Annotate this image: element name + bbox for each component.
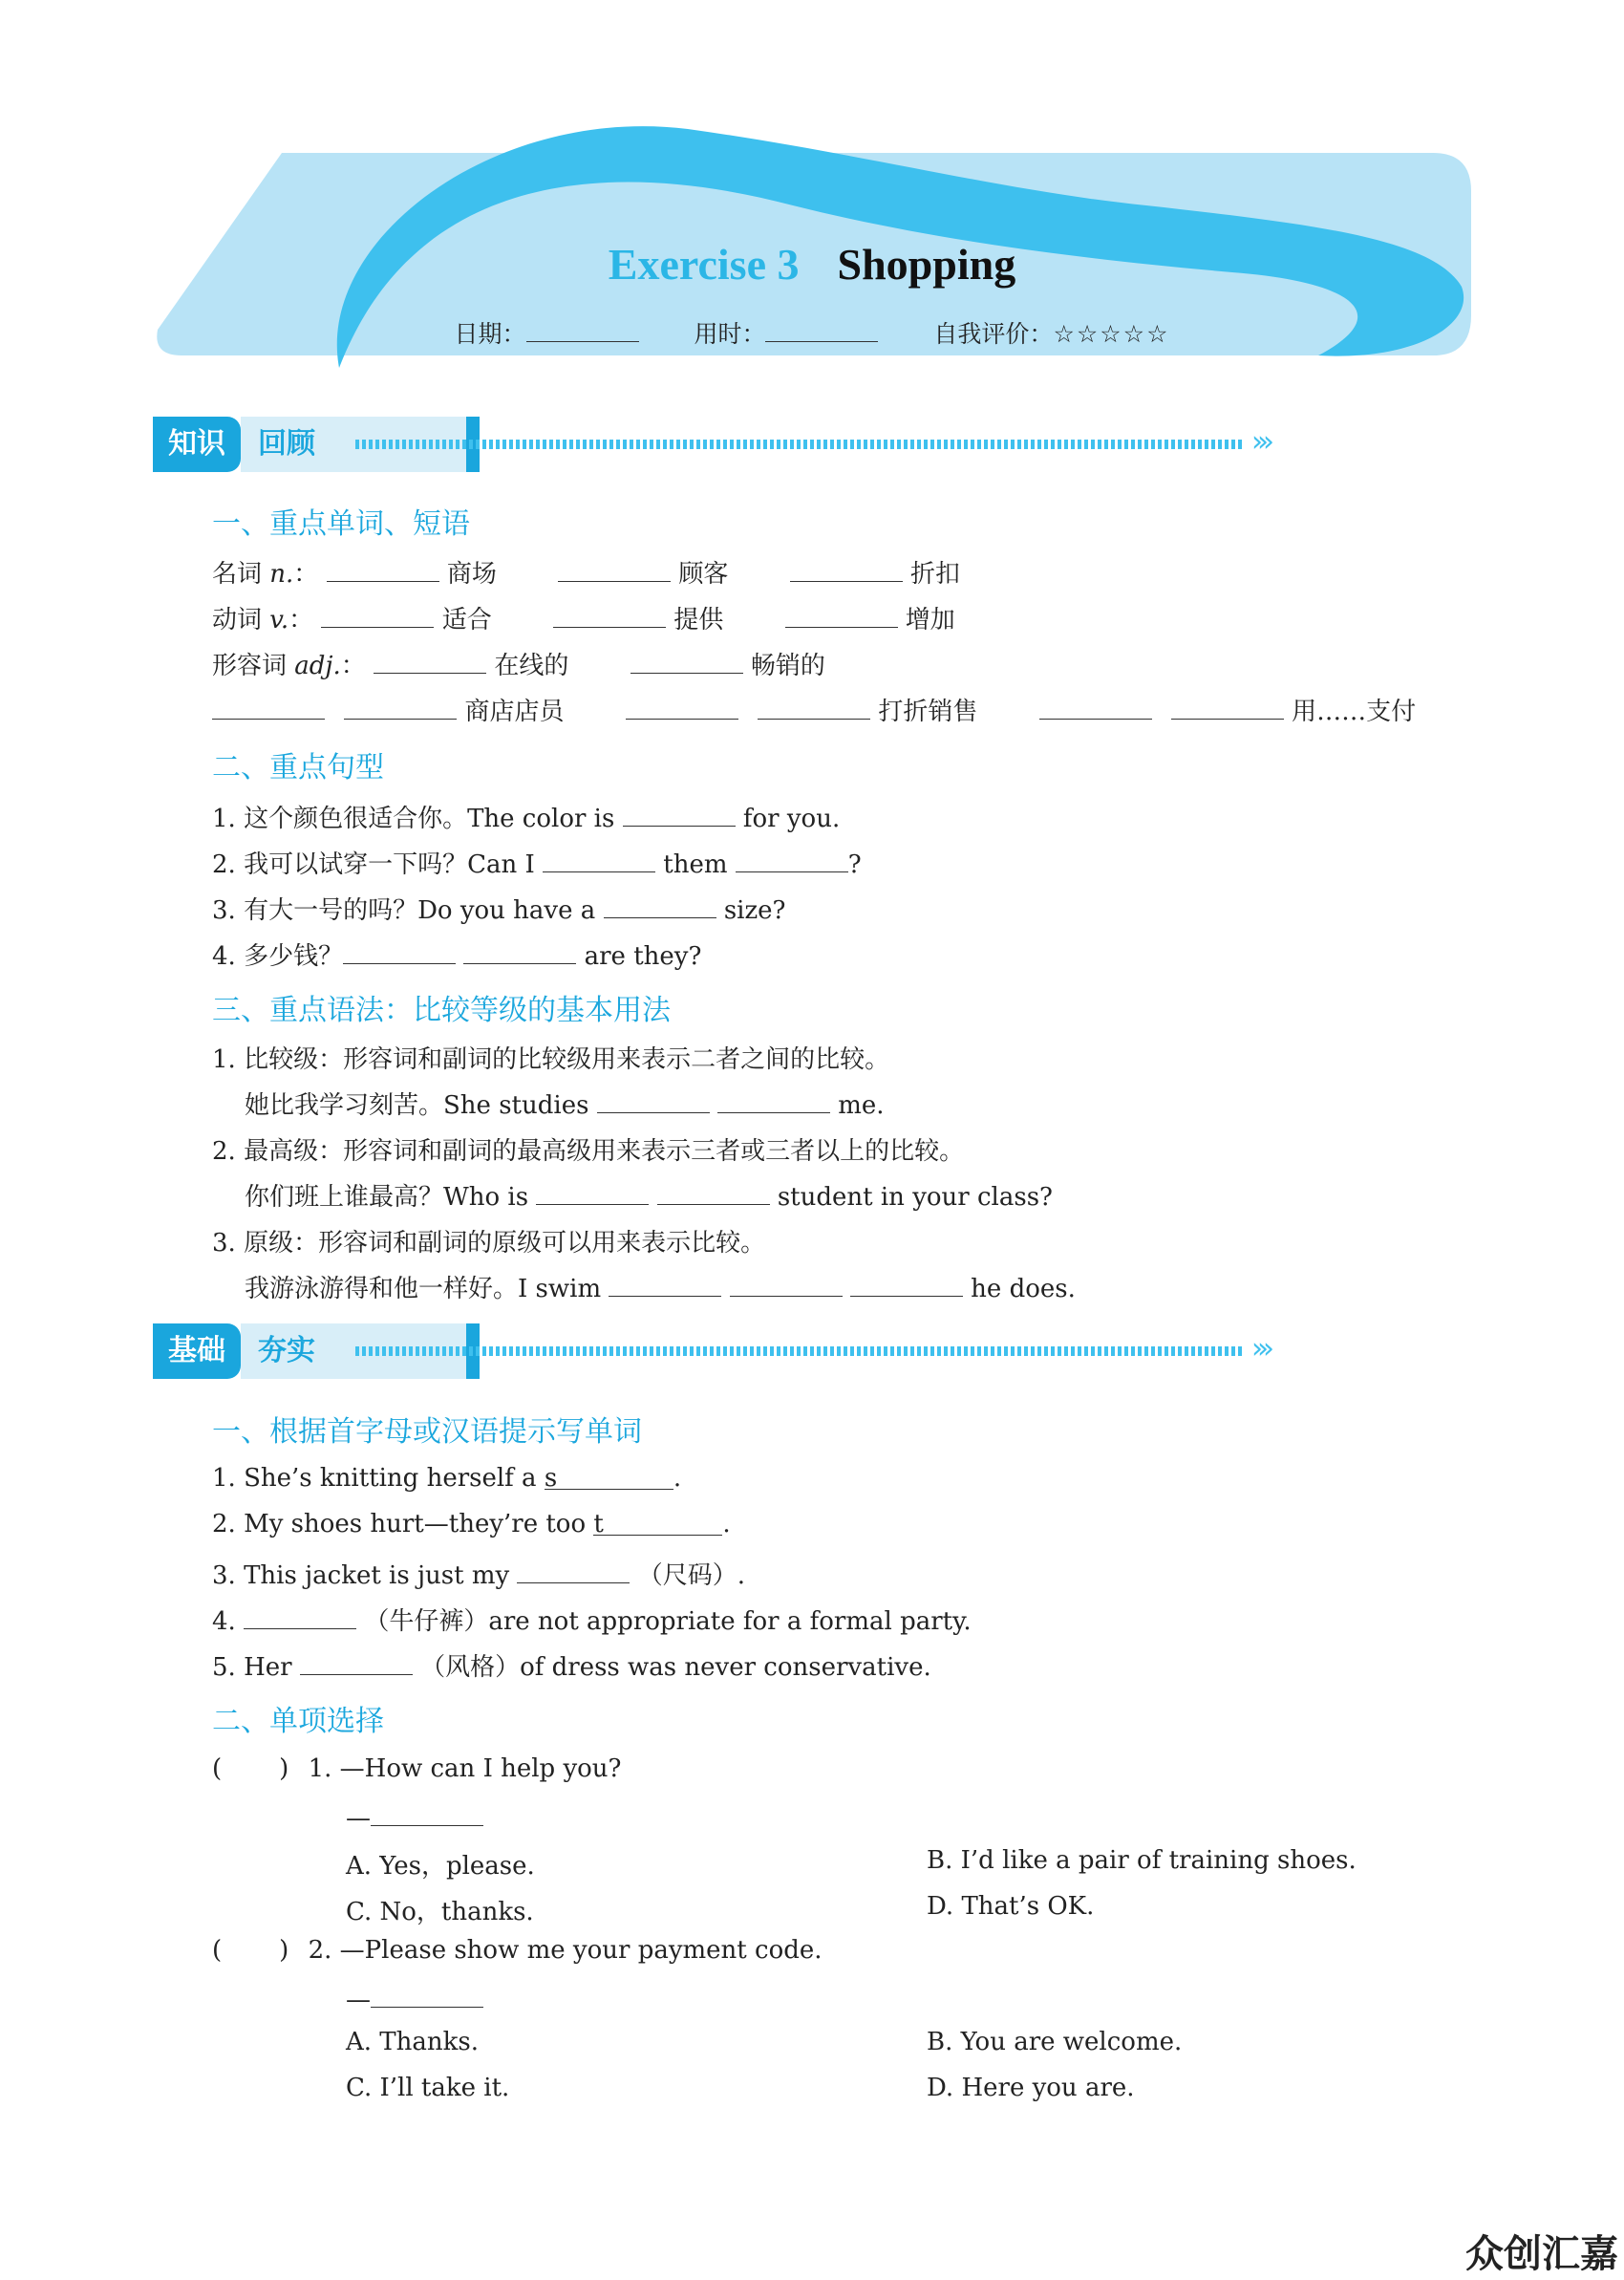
mc-2-reply — [346, 1982, 483, 2014]
phrase-hint: 用……支付 — [1292, 698, 1417, 726]
word-hint: 折扣 — [909, 560, 960, 589]
mc-2-option-c[interactable]: C. I’ll take it. — [346, 2074, 510, 2102]
meta-line — [0, 315, 1624, 350]
question-text: （尺码）. — [637, 1561, 745, 1590]
phrase-hint: 商店店员 — [464, 698, 565, 726]
date-label: 日期： — [454, 320, 526, 348]
sentence-text: 4. 多少钱？ — [212, 942, 344, 971]
grammar-1: 1. 比较级：形容词和副词的比较级用来表示二者之间的比较。 — [212, 1045, 890, 1074]
blank[interactable] — [344, 694, 457, 720]
word-question-4 — [212, 1602, 972, 1637]
answer-paren-close: ) — [279, 1936, 289, 1965]
blank[interactable] — [463, 938, 576, 964]
blank[interactable] — [212, 694, 325, 720]
mc-question-2 — [212, 1936, 823, 1965]
section-banner-basics — [153, 1323, 1309, 1379]
verbs-line — [212, 600, 955, 635]
word-question-1 — [212, 1464, 681, 1493]
blank[interactable] — [543, 847, 655, 872]
blank[interactable] — [758, 694, 870, 720]
sentence-text: for you. — [742, 805, 841, 833]
nouns-colon: ： — [293, 560, 319, 589]
answer-blank[interactable] — [593, 1510, 722, 1536]
sentence-3 — [212, 891, 786, 926]
sentence-text: 2. 我可以试穿一下吗？Can I — [212, 850, 535, 879]
blank[interactable] — [717, 1087, 830, 1113]
reply-dash: — — [346, 1804, 371, 1833]
nouns-label: 名词 — [212, 560, 263, 589]
mc-1-option-c[interactable]: C. No，thanks. — [346, 1898, 534, 1926]
answer-paren-close: ) — [279, 1754, 289, 1783]
answer-blank[interactable] — [517, 1558, 630, 1583]
basics-section2-title: 二、单项选择 — [212, 1705, 384, 1738]
reply-blank[interactable] — [371, 1982, 483, 2008]
example-text: 她比我学习刻苦。She studies — [245, 1091, 589, 1120]
question-stem: 2. —Please show me your payment code. — [308, 1936, 823, 1965]
question-text: 2. My shoes hurt—they’re too — [212, 1510, 587, 1538]
question-text: 4. — [212, 1607, 236, 1636]
banner-dotted-line — [355, 440, 1244, 449]
example-text: 我游泳游得和他一样好。I swim — [245, 1275, 602, 1303]
blank[interactable] — [553, 602, 666, 628]
word-question-2 — [212, 1510, 731, 1538]
verbs-abbr: v. — [269, 606, 289, 635]
word-hint: 商场 — [446, 560, 497, 589]
word-hint: 顾客 — [678, 560, 729, 589]
blank[interactable] — [343, 938, 456, 964]
review-section1-title: 一、重点单词、短语 — [212, 507, 470, 541]
question-text: 1. She’s knitting herself a — [212, 1464, 537, 1493]
sentence-text: 1. 这个颜色很适合你。The color is — [212, 805, 615, 833]
question-text: （牛仔裤）are not appropriate for a formal party. — [364, 1607, 972, 1636]
question-text: . — [722, 1510, 731, 1538]
blank[interactable] — [604, 893, 716, 918]
footer-logo: 众创汇嘉 — [1465, 2232, 1618, 2276]
blank[interactable] — [327, 556, 439, 582]
sentence-text: ? — [847, 850, 862, 879]
answer-paren-open[interactable]: ( — [212, 1754, 223, 1783]
word-question-3 — [212, 1556, 745, 1591]
sentence-text: are they? — [584, 942, 702, 971]
grammar-3-example — [245, 1269, 1076, 1304]
blank[interactable] — [597, 1087, 710, 1113]
sentence-text: 3. 有大一号的吗？Do you have a — [212, 896, 596, 925]
date-blank[interactable] — [526, 317, 639, 342]
word-hint: 增加 — [905, 606, 955, 635]
sentence-text: them — [663, 850, 728, 879]
question-text: 3. This jacket is just my — [212, 1561, 510, 1590]
blank[interactable] — [730, 1271, 843, 1297]
question-text: . — [673, 1464, 682, 1493]
mc-2-option-b[interactable]: B. You are welcome. — [927, 2028, 1183, 2056]
mc-1-option-b[interactable]: B. I’d like a pair of training shoes. — [927, 1846, 1357, 1875]
time-label: 用时： — [694, 320, 766, 348]
review-section2-title: 二、重点句型 — [212, 751, 384, 785]
answer-paren-open[interactable]: ( — [212, 1936, 223, 1965]
adj-abbr: adj. — [294, 652, 341, 680]
sentence-1 — [212, 799, 840, 834]
banner-tag-secondary-text: 夯实 — [258, 1334, 315, 1367]
answer-blank[interactable] — [300, 1649, 413, 1675]
question-stem: 1. —How can I help you? — [308, 1754, 622, 1783]
blank[interactable] — [785, 602, 898, 628]
review-section3-title: 三、重点语法：比较等级的基本用法 — [212, 994, 671, 1027]
basics-section1-title: 一、根据首字母或汉语提示写单词 — [212, 1415, 642, 1449]
nouns-abbr: n. — [269, 560, 294, 589]
answer-blank[interactable] — [544, 1464, 673, 1493]
word-hint: 提供 — [673, 606, 724, 635]
grammar-2-example — [245, 1177, 1053, 1213]
blank[interactable] — [1039, 694, 1152, 720]
answer-blank[interactable] — [244, 1603, 356, 1629]
question-text: 5. Her — [212, 1653, 292, 1682]
blank[interactable] — [657, 1179, 770, 1205]
phrases-line — [212, 692, 1416, 727]
mc-2-option-d[interactable]: D. Here you are. — [927, 2074, 1135, 2102]
example-text: he does. — [971, 1275, 1076, 1303]
blank[interactable] — [321, 602, 434, 628]
mc-2-option-a[interactable]: A. Thanks. — [346, 2028, 480, 2056]
sentence-4 — [212, 936, 701, 972]
rating-label: 自我评价： — [933, 320, 1054, 348]
rating-stars[interactable]: ☆☆☆☆☆ — [1053, 320, 1170, 348]
example-text: 你们班上谁最高？Who is — [245, 1183, 529, 1212]
grammar-2: 2. 最高级：形容词和副词的最高级用来表示三者或三者以上的比较。 — [212, 1137, 965, 1166]
verbs-label: 动词 — [212, 606, 263, 635]
initial-letter: s — [544, 1464, 558, 1493]
question-text: （风格）of dress was never conservative. — [420, 1653, 931, 1682]
topic-title: Shopping — [837, 240, 1016, 289]
banner-tag-secondary-text: 回顾 — [258, 427, 315, 461]
blank[interactable] — [736, 847, 848, 872]
chevrons-right-icon: ››› — [1251, 1332, 1269, 1366]
blank[interactable] — [850, 1271, 963, 1297]
example-text: student in your class? — [777, 1183, 1053, 1212]
word-hint: 适合 — [441, 606, 492, 635]
blank[interactable] — [536, 1179, 649, 1205]
banner-tag-primary: 知识 — [153, 417, 241, 472]
word-question-5 — [212, 1647, 931, 1683]
adj-label: 形容词 — [212, 652, 288, 680]
section-banner-review — [153, 417, 1309, 472]
blank[interactable] — [558, 556, 671, 582]
mc-1-option-a[interactable]: A. Yes，please. — [346, 1852, 535, 1881]
banner-tag-primary: 基础 — [153, 1323, 241, 1379]
grammar-1-example — [245, 1086, 885, 1121]
adj-line — [212, 646, 825, 681]
sentence-2 — [212, 845, 862, 880]
reply-blank[interactable] — [371, 1800, 483, 1826]
nouns-line — [212, 554, 960, 590]
sentence-text: size? — [723, 896, 786, 925]
mc-1-option-d[interactable]: D. That’s OK. — [927, 1892, 1095, 1921]
blank[interactable] — [1171, 694, 1284, 720]
word-hint: 在线的 — [494, 652, 569, 680]
word-hint: 畅销的 — [750, 652, 825, 680]
initial-letter: t — [593, 1510, 604, 1538]
time-blank[interactable] — [765, 317, 878, 342]
exercise-label: Exercise 3 — [608, 240, 800, 289]
blank[interactable] — [790, 556, 903, 582]
page-title — [0, 239, 1624, 290]
reply-dash: — — [346, 1986, 371, 2014]
verbs-colon: ： — [288, 606, 314, 635]
chevrons-right-icon: ››› — [1251, 425, 1269, 459]
example-text: me. — [838, 1091, 885, 1120]
blank[interactable] — [630, 648, 743, 674]
blank[interactable] — [609, 1271, 721, 1297]
mc-1-reply — [346, 1800, 483, 1833]
grammar-3: 3. 原级：形容词和副词的原级可以用来表示比较。 — [212, 1229, 766, 1258]
mc-question-1 — [212, 1754, 622, 1783]
adj-colon: ： — [340, 652, 366, 680]
blank[interactable] — [623, 801, 736, 827]
blank[interactable] — [374, 648, 486, 674]
banner-dotted-line — [355, 1346, 1244, 1356]
phrase-hint: 打折销售 — [878, 698, 978, 726]
blank[interactable] — [626, 694, 738, 720]
